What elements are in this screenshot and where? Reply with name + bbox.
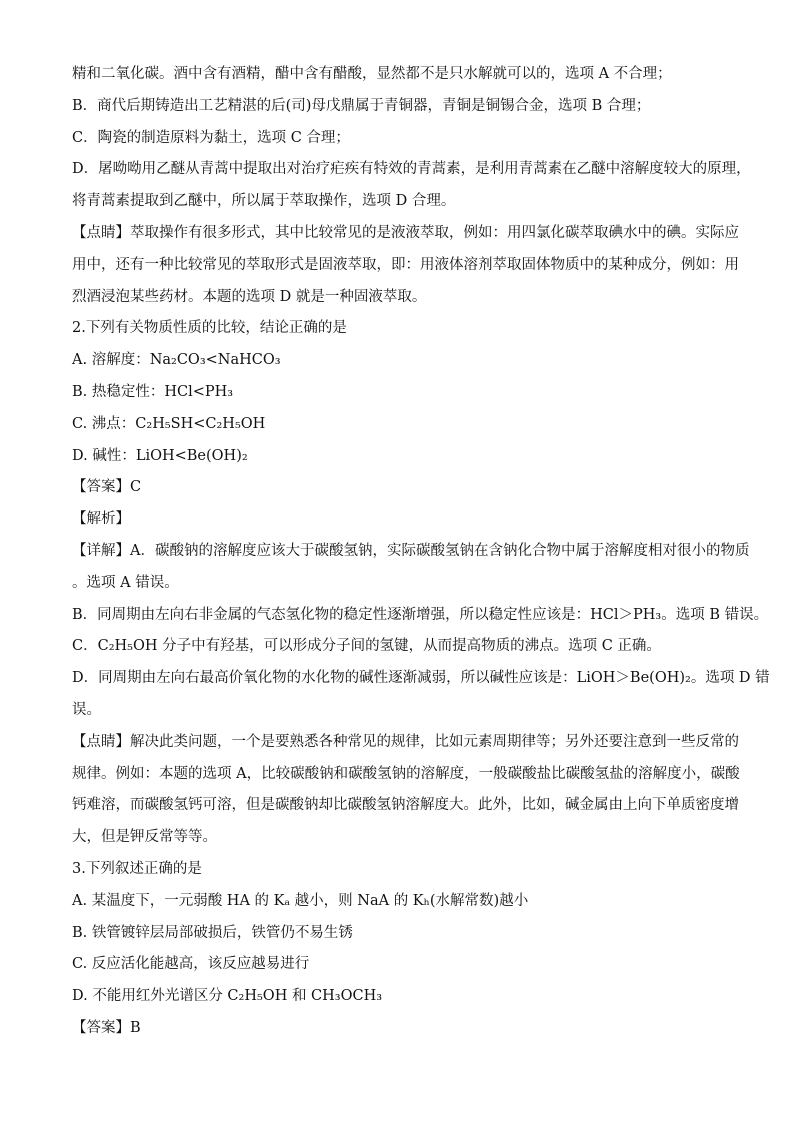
text-line: 规律。例如：本题的选项 A，比较碳酸钠和碳酸氢钠的溶解度，一般碳酸盐比碳酸氢盐的溶解度小，碳酸 — [72, 765, 740, 782]
text-line: B．商代后期铸造出工艺精湛的后(司)母戊鼎属于青铜器，青铜是铜锡合金，选项 B 合理； — [72, 97, 651, 114]
text-line: C．陶瓷的制造原料为黏土，选项 C 合理； — [72, 129, 350, 146]
text-line: 【详解】A．碳酸钠的溶解度应该大于碳酸氢钠，实际碳酸氢钠在含钠化合物中属于溶解度相对很小的物质 — [72, 542, 750, 559]
option-c: C. 沸点：C₂H₅SH<C₂H₅OH — [72, 415, 266, 432]
option-a: A. 溶解度：Na₂CO₃<NaHCO₃ — [72, 352, 281, 369]
option-d: D. 不能用红外光谱区分 C₂H₅OH 和 CH₃OCH₃ — [72, 988, 383, 1005]
text-line: C．C₂H₅OH 分子中有羟基，可以形成分子间的氢键，从而提高物质的沸点。选项 C 正确。 — [72, 638, 661, 655]
text-line: D．屠呦呦用乙醚从青蒿中提取出对治疗疟疾有特效的青蒿素，是利用青蒿素在乙醚中溶解度较大的原理， — [72, 161, 751, 178]
answer-label: 【答案】C — [72, 479, 142, 496]
document-page — [72, 64, 770, 1050]
option-d: D. 碱性：LiOH<Be(OH)₂ — [72, 447, 248, 464]
text-line: 误。 — [72, 701, 101, 718]
question-stem: 3.下列叙述正确的是 — [72, 860, 202, 877]
option-a: A. 某温度下，一元弱酸 HA 的 Kₐ 越小，则 NaA 的 Kₕ(水解常数)越小 — [72, 892, 529, 909]
dianjing-note: 【点睛】萃取操作有很多形式，其中比较常见的是液液萃取，例如：用四氯化碳萃取碘水中的碘。实际应 — [72, 224, 739, 241]
text-line: 将青蒿素提取到乙醚中，所以属于萃取操作，选项 D 合理。 — [72, 193, 456, 210]
analysis-label: 【解析】 — [72, 511, 130, 528]
option-b: B. 铁管镀锌层局部破损后，铁管仍不易生锈 — [72, 924, 353, 941]
text-line: 。选项 A 错误。 — [72, 574, 179, 591]
text-line: 精和二氧化碳。酒中含有酒精，醋中含有醋酸，显然都不是只水解就可以的，选项 A 不合理； — [72, 66, 672, 82]
text-line: D．同周期由左向右最高价氧化物的水化物的碱性逐渐减弱，所以碱性应该是：LiOH＞Be(OH)₂。选项 D 错 — [72, 670, 770, 687]
option-c: C. 反应活化能越高，该反应越易进行 — [72, 956, 310, 973]
text-line: 用中，还有一种比较常见的萃取形式是固液萃取，即：用液体溶剂萃取固体物质中的某种成分，例如：用 — [72, 256, 739, 273]
answer-label: 【答案】B — [72, 1019, 141, 1036]
text-line: 烈酒浸泡某些药材。本题的选项 D 就是一种固液萃取。 — [72, 288, 427, 305]
text-line: B．同周期由左向右非金属的气态氢化物的稳定性逐渐增强，所以稳定性应该是：HCl＞PH₃。选项 B 错误。 — [72, 606, 769, 623]
dianjing-note: 【点睛】解决此类问题，一个是要熟悉各种常见的规律，比如元素周期律等；另外还要注意到一些反常的 — [72, 733, 739, 750]
option-b: B. 热稳定性：HCl<PH₃ — [72, 383, 234, 400]
text-line: 大，但是钾反常等等。 — [72, 829, 217, 846]
text-line: 钙难溶，而碳酸氢钙可溶，但是碳酸钠却比碳酸氢钠溶解度大。此外，比如，碱金属由上向下单质密度增 — [72, 797, 739, 814]
question-stem: 2.下列有关物质性质的比较，结论正确的是 — [72, 320, 347, 337]
